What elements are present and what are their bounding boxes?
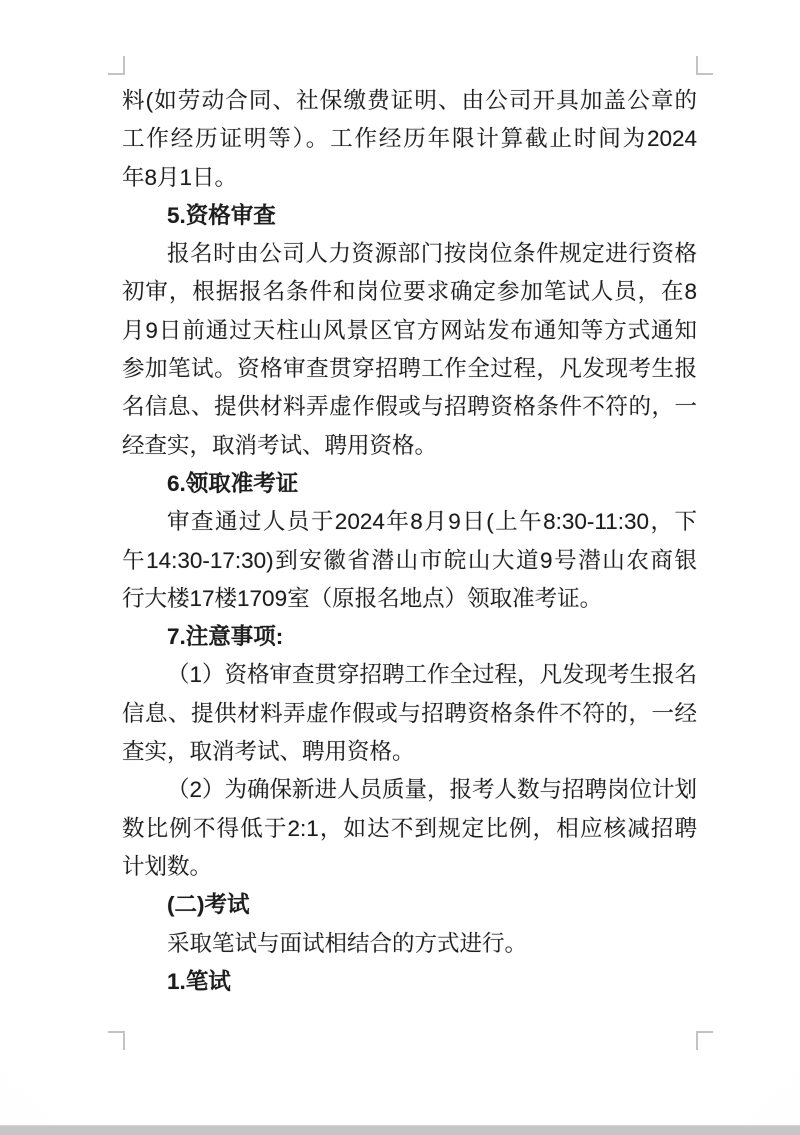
document-line: 年8月1日。 xyxy=(122,164,238,190)
document-line: 审查通过人员于2024年8月9日(上午8:30-11:30，下 xyxy=(167,509,697,535)
document-line: 行大楼17楼1709室（原报名地点）领取准考证。 xyxy=(122,585,603,611)
document-line: 经查实，取消考试、聘用资格。 xyxy=(122,432,438,458)
document-line: 午14:30-17:30)到安徽省潜山市皖山大道9号潜山农商银 xyxy=(122,547,697,573)
document-line: 计划数。 xyxy=(122,853,213,879)
document-heading: (二)考试 xyxy=(167,892,250,918)
document-body xyxy=(122,82,697,1001)
document-heading: 6.领取准考证 xyxy=(167,470,299,496)
document-line: 查实，取消考试、聘用资格。 xyxy=(122,739,415,765)
document-line: 数比例不得低于2:1，如达不到规定比例，相应核减招聘 xyxy=(122,815,697,841)
document-line: 初审，根据报名条件和岗位要求确定参加笔试人员，在8 xyxy=(122,279,697,305)
document-line: 采取笔试与面试相结合的方式进行。 xyxy=(167,930,528,956)
document-line: 参加笔试。资格审查贯穿招聘工作全过程，凡发现考生报 xyxy=(122,356,697,382)
document-heading: 1.笔试 xyxy=(167,968,231,994)
document-line: 报名时由公司人力资源部门按岗位条件规定进行资格 xyxy=(167,241,697,267)
text-boundary-mark-top-right-icon xyxy=(696,56,713,75)
document-line: 名信息、提供材料弄虚作假或与招聘资格条件不符的，一 xyxy=(122,394,697,420)
document-line: （1）资格审查贯穿招聘工作全过程，凡发现考生报名 xyxy=(167,662,698,688)
text-boundary-mark-bottom-right-icon xyxy=(696,1031,713,1050)
text-boundary-mark-top-left-icon xyxy=(108,56,125,75)
bottom-bar xyxy=(0,1125,800,1135)
document-line: （2）为确保新进人员质量，报考人数与招聘岗位计划 xyxy=(167,777,698,803)
document-heading: 5.资格审查 xyxy=(167,202,276,228)
text-boundary-mark-bottom-left-icon xyxy=(108,1031,125,1050)
document-line: 信息、提供材料弄虚作假或与招聘资格条件不符的，一经 xyxy=(122,700,697,726)
document-heading: 7.注意事项: xyxy=(167,624,284,650)
document-line: 月9日前通过天柱山风景区官方网站发布通知等方式通知 xyxy=(122,317,697,343)
document-line: 料(如劳动合同、社保缴费证明、由公司开具加盖公章的 xyxy=(122,88,697,113)
document-line: 工作经历证明等）。工作经历年限计算截止时间为2024 xyxy=(122,126,697,152)
